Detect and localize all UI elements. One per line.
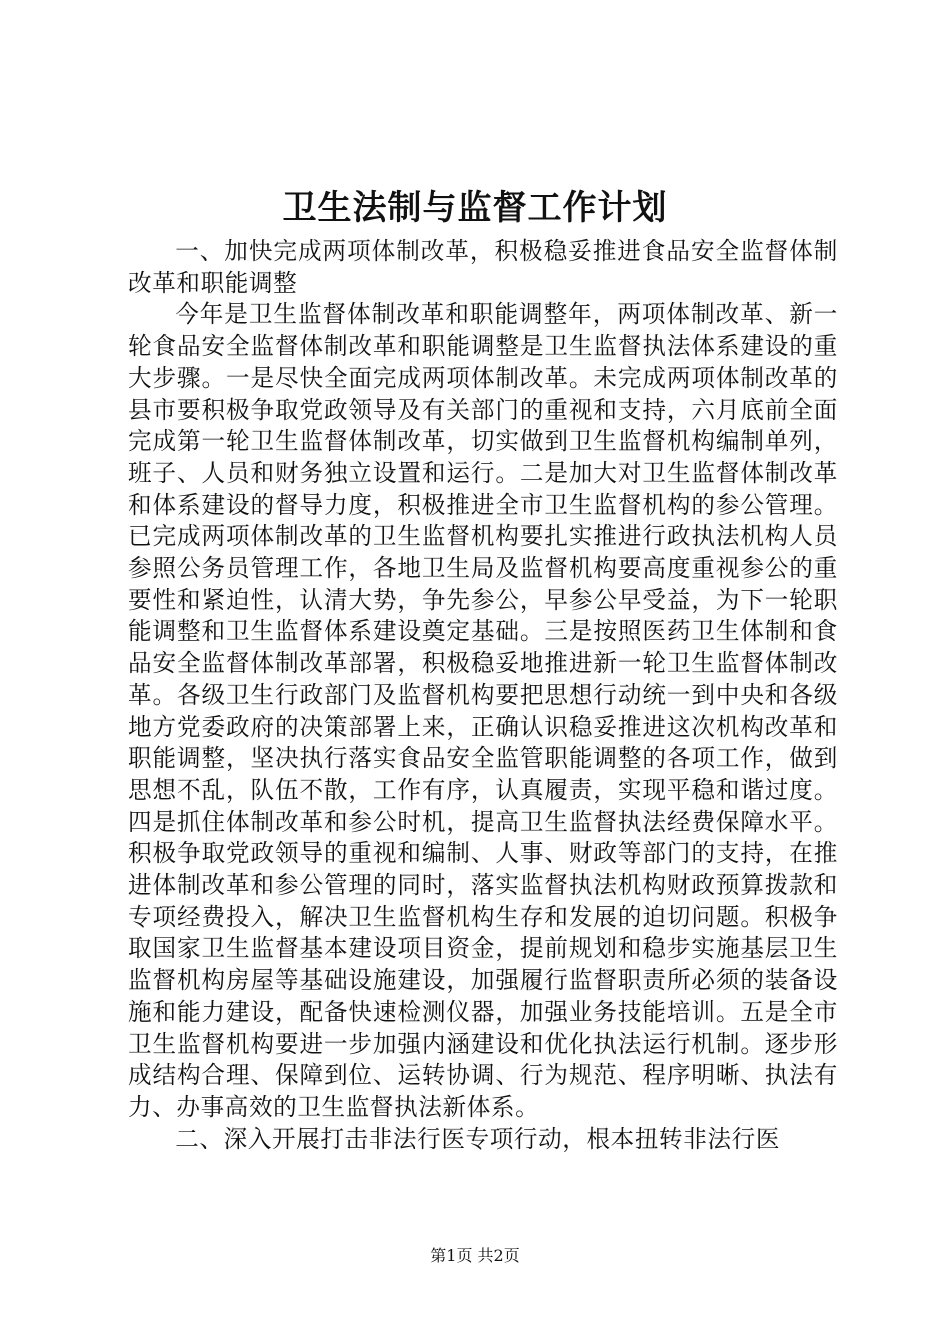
page-number: 第1页 共2页 [430, 1246, 520, 1265]
body-paragraph: 今年是卫生监督体制改革和职能调整年，两项体制改革、新一轮食品安全监督体制改革和职能调整是卫生监督执法体系建设的重大步骤。一是尽快全面完成两项体制改革。未完成两项体制改革的县市要积极争取党政领导及有关部门的重视和支持，六月底前全面完成第一轮卫生监督体制改革，切实做到卫生监督机构编制单列，班子、人员和财务独立设置和运行。二是加大对卫生监督体制改革和体系建设的督导力度，积极推进全市卫生监督机构的参公管理。已完成两项体制改革的卫生监督机构要扎实推进行政执法机构人员参照公务员管理工作，各地卫生局及监督机构要高度重视参公的重要性和紧迫性，认清大势，争先参公，早参公早受益，为下一轮职能调整和卫生监督体系建设奠定基础。三是按照医药卫生体制和食品安全监督体制改革部署，积极稳妥地推进新一轮卫生监督体制改革。各级卫生行政部门及监督机构要把思想行动统一到中央和各级地方党委政府的决策部署上来，正确认识稳妥推进这次机构改革和职能调整，坚决执行落实食品安全监管职能调整的各项工作，做到思想不乱，队伍不散，工作有序，认真履责，实现平稳和谐过度。四是抓住体制改革和参公时机，提高卫生监督执法经费保障水平。积极争取党政领导的重视和编制、人事、财政等部门的支持，在推进体制改革和参公管理的同时，落实监督执法机构财政预算拨款和专项经费投入，解决卫生监督机构生存和发展的迫切问题。积极争取国家卫生监督基本建设项目资金，提前规划和稳步实施基层卫生监督机构房屋等基础设施建设，加强履行监督职责所必须的装备设施和能力建设，配备快速检测仪器，加强业务技能培训。五是全市卫生监督机构要进一步加强内涵建设和优化执法运行机制。逐步形成结构合理、保障到位、运转协调、行为规范、程序明晰、执法有力、办事高效的卫生监督执法新体系。 [128, 300, 838, 1121]
section-heading-1: 一、加快完成两项体制改革，积极稳妥推进食品安全监督体制改革和职能调整 [128, 237, 838, 297]
section-heading-2: 二、深入开展打击非法行医专项行动，根本扭转非法行医 [175, 1124, 781, 1153]
document-body [128, 236, 838, 1155]
document-title: 卫生法制与监督工作计划 [282, 188, 668, 228]
